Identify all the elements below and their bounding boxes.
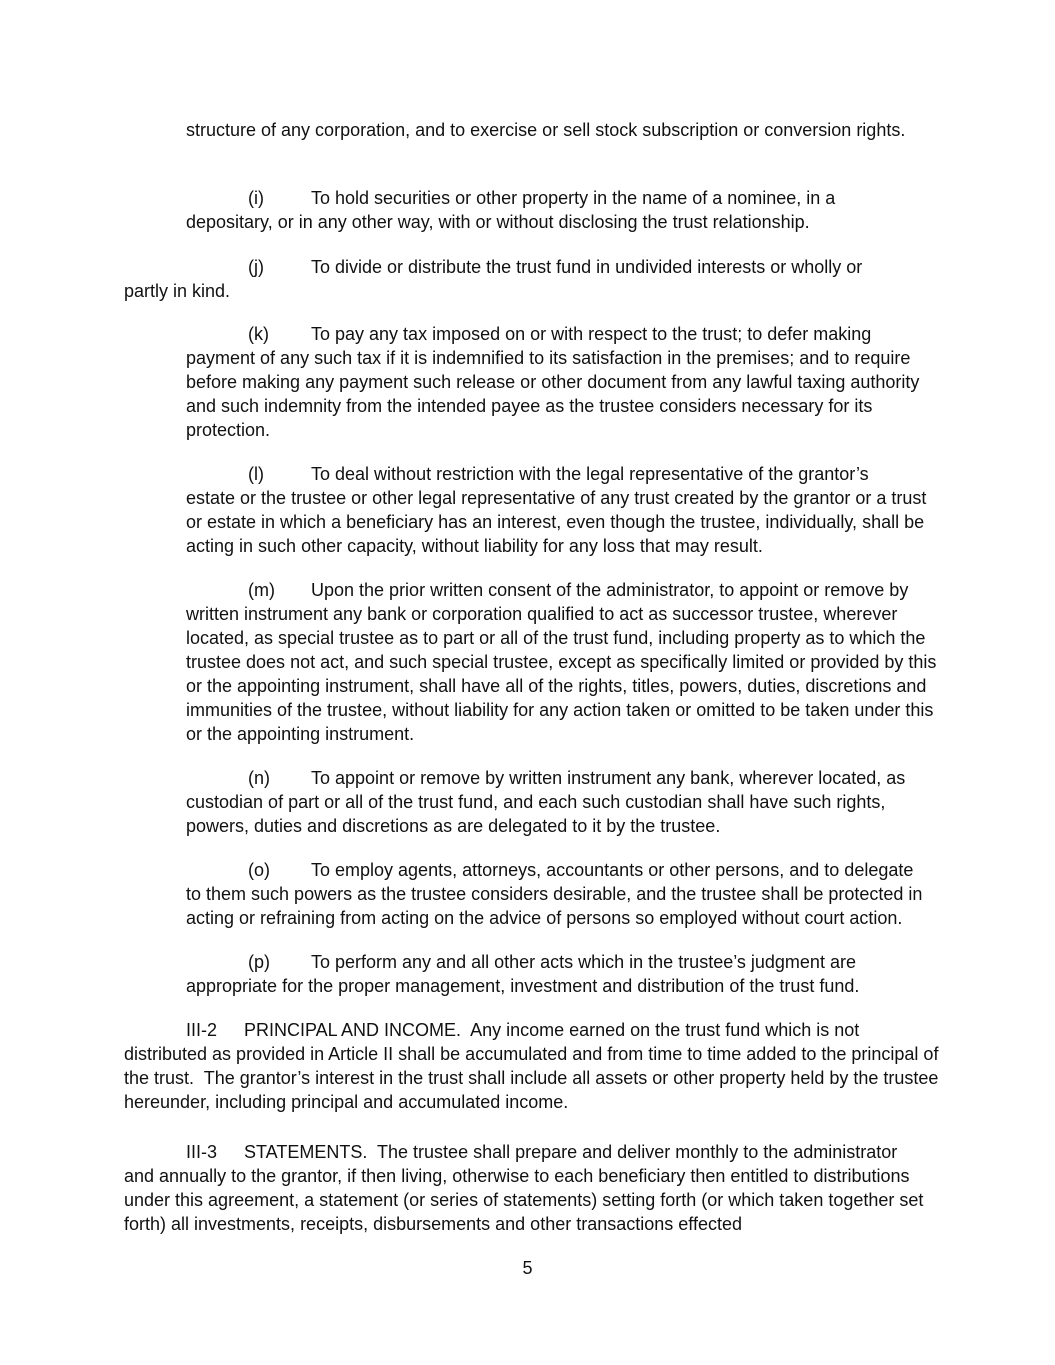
section-body: distributed as provided in Article II shall be accumulated and from time to time added to the principal of the trust. The grantor’s interest in the trust shall include all assets or other property held by the trustee hereunder, including principal and accumulated income. [124,1044,944,1112]
section-number: III-3 [186,1142,218,1162]
item-first-line: To employ agents, attorneys, accountants or other persons, and to delegate [311,860,914,880]
item-label: (p) [248,952,270,972]
list-item-o [186,858,946,930]
item-label: (o) [248,860,270,880]
item-body: depositary, or in any other way, with or without disclosing the trust relationship. [186,212,810,232]
section-body: and annually to the grantor, if then living, otherwise to each beneficiary then entitled to distributions under this agreement, a statement (or series of statements) setting forth (or which taken together set forth) all investments, receipts, disbursements and other transactions effected [124,1166,929,1234]
section-statements [124,1140,944,1236]
section-heading: STATEMENTS. [244,1142,368,1162]
item-body: partly in kind. [124,281,231,301]
item-label: (k) [248,324,269,344]
section-first-line: The trustee shall prepare and deliver monthly to the administrator [377,1142,898,1162]
item-label: (i) [248,188,264,208]
item-body: custodian of part or all of the trust fund, and each such custodian shall have such rights, powers, duties and discretions as are delegated to it by the trustee. [186,792,891,836]
item-label: (m) [248,580,275,600]
list-item-m [186,578,946,746]
list-item-k [186,322,946,442]
list-item-i [186,186,946,234]
item-body: estate or the trustee or other legal representative of any trust created by the grantor or a trust or estate in which a beneficiary has an interest, even though the trustee, individually, shall be acting in such other capacity, without liability for any loss that may result. [186,488,932,556]
list-item-p [186,950,946,998]
item-first-line: To hold securities or other property in the name of a nominee, in a [311,188,836,208]
section-principal-and-income [124,1018,944,1114]
continuation-paragraph: structure of any corporation, and to exercise or sell stock subscription or conversion rights. [186,120,906,140]
item-first-line: To appoint or remove by written instrument any bank, wherever located, as [311,768,906,788]
item-label: (n) [248,768,270,788]
page-number: 5 [522,1258,533,1278]
item-label: (l) [248,464,264,484]
item-first-line: To divide or distribute the trust fund in undivided interests or wholly or [311,257,863,277]
item-body: written instrument any bank or corporation qualified to act as successor trustee, wherever located, as special trustee as to part or all of the trust fund, including property as to which the trustee does not act, and such special trustee, except as specifically limited or provided by this or the appointing instrument, shall have all of the rights, titles, powers, duties, discretions and immunities of the trustee, without liability for any action taken or omitted to be taken under this or the appointing instrument. [186,604,942,744]
item-label: (j) [248,257,264,277]
section-heading: PRINCIPAL AND INCOME. [244,1020,462,1040]
section-number: III-2 [186,1020,218,1040]
item-first-line: To pay any tax imposed on or with respect to the trust; to defer making [311,324,872,344]
section-first-line: Any income earned on the trust fund which is not [470,1020,860,1040]
item-body: payment of any such tax if it is indemnified to its satisfaction in the premises; and to require before making any payment such release or other document from any lawful taxing authority and such indemnity from the intended payee as the trustee considers necessary for its protection. [186,348,925,440]
item-first-line: Upon the prior written consent of the administrator, to appoint or remove by [311,580,909,600]
list-item-n [186,766,946,838]
item-first-line: To perform any and all other acts which in the trustee’s judgment are [311,952,856,972]
list-item-l [186,462,946,558]
item-body: appropriate for the proper management, investment and distribution of the trust fund. [186,976,860,996]
item-body: to them such powers as the trustee considers desirable, and the trustee shall be protected in acting or refraining from acting on the advice of persons so employed without court action. [186,884,928,928]
item-first-line: To deal without restriction with the legal representative of the grantor’s [311,464,869,484]
list-item-j [124,255,944,303]
